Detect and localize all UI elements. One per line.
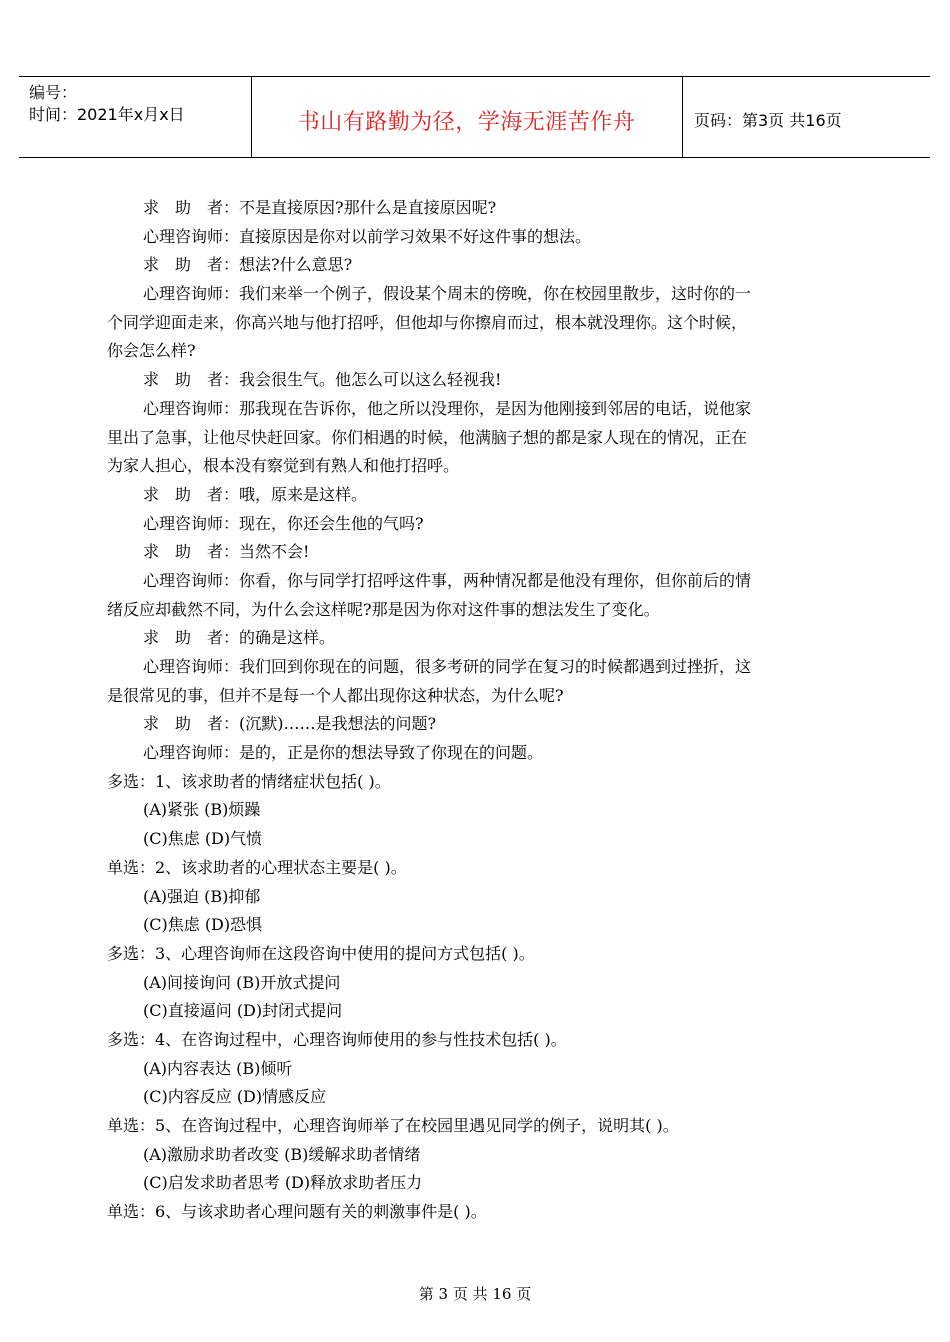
dialogue-line	[107, 251, 845, 280]
speaker-colon: ：	[223, 542, 240, 562]
speaker-colon: ：	[223, 398, 240, 418]
dialogue-line	[107, 366, 845, 395]
utterance-continuation: 绪反应却截然不同，为什么会这样呢?那是因为你对这件事的想法发生了变化。	[107, 599, 660, 619]
speaker-colon: ：	[223, 743, 240, 763]
dialogue-line	[107, 567, 845, 596]
speaker-label: 心理咨询师	[143, 226, 224, 246]
speaker-colon: ：	[223, 284, 240, 304]
utterance-text: 是的，正是你的想法导致了你现在的问题。	[239, 743, 544, 763]
utterance-text: 我们来举一个例子，假设某个周末的傍晚，你在校园里散步，这时你的一	[239, 284, 752, 304]
speaker-label: 心理咨询师	[143, 513, 224, 533]
dialogue-line	[107, 481, 845, 510]
utterance-text: 你看，你与同学打招呼这件事，两种情况都是他没有理你，但你前后的情	[239, 570, 752, 590]
speaker-label: 心理咨询师	[143, 398, 224, 418]
speaker-label: 心理咨询师	[143, 570, 224, 590]
speaker-label: 求 助 者	[143, 714, 224, 734]
speaker-label: 心理咨询师	[143, 284, 224, 304]
speaker-label: 求 助 者	[143, 370, 224, 390]
utterance-text: (沉默)……是我想法的问题?	[239, 714, 437, 734]
speaker-label: 求 助 者	[143, 484, 224, 504]
header-motto-cell	[251, 77, 683, 157]
question-stem: 多选：1、该求助者的情绪症状包括( )。	[107, 771, 391, 791]
dialogue-line	[107, 223, 845, 252]
dialogue-line	[107, 194, 845, 223]
speaker-label: 求 助 者	[143, 255, 224, 275]
speaker-colon: ：	[223, 714, 240, 734]
document-body	[107, 194, 845, 1227]
utterance-continuation: 你会怎么样?	[107, 341, 196, 361]
dialogue-line	[107, 395, 845, 424]
question-options: (A)激励求助者改变 (B)缓解求助者情绪	[143, 1144, 421, 1164]
question-options: (C)焦虑 (D)气愤	[143, 829, 263, 849]
speaker-colon: ：	[223, 570, 240, 590]
dialogue-line	[107, 510, 845, 539]
utterance-continuation: 个同学迎面走来，你高兴地与他打招呼，但他却与你擦肩而过，根本就没理你。这个时候，	[107, 312, 748, 332]
speaker-label: 求 助 者	[143, 198, 224, 217]
header-meta-cell	[19, 77, 252, 157]
speaker-label: 心理咨询师	[143, 657, 224, 676]
speaker-colon: ：	[223, 198, 240, 217]
utterance-text: 不是直接原因?那什么是直接原因呢?	[239, 198, 497, 217]
speaker-colon: ：	[223, 628, 240, 648]
utterance-text: 的确是这样。	[239, 628, 336, 648]
speaker-colon: ：	[223, 226, 240, 246]
dialogue-line	[107, 538, 845, 567]
question-options: (C)焦虑 (D)恐惧	[143, 915, 263, 935]
speaker-colon: ：	[223, 657, 240, 676]
question-stem: 单选：5、在咨询过程中，心理咨询师举了在校园里遇见同学的例子，说明其( )。	[107, 1116, 679, 1135]
header-motto: 书山有路勤为径，学海无涯苦作舟	[297, 110, 636, 135]
speaker-colon: ：	[223, 484, 240, 504]
question-options: (C)直接逼问 (D)封闭式提问	[143, 1001, 343, 1021]
speaker-colon: ：	[223, 370, 240, 390]
speaker-colon: ：	[223, 255, 240, 275]
question-stem: 单选：6、与该求助者心理问题有关的刺激事件是( )。	[107, 1202, 487, 1222]
utterance-text: 当然不会!	[239, 542, 310, 562]
utterance-continuation: 为家人担心，根本没有察觉到有熟人和他打招呼。	[107, 456, 460, 476]
dialogue-line	[107, 280, 845, 309]
dialogue-line	[107, 710, 845, 739]
utterance-text: 我会很生气。他怎么可以这么轻视我!	[239, 370, 502, 390]
question-stem: 单选：2、该求助者的心理状态主要是( )。	[107, 857, 407, 877]
utterance-text: 哦，原来是这样。	[239, 484, 368, 504]
utterance-text: 想法?什么意思?	[239, 255, 353, 275]
question-options: (A)紧张 (B)烦躁	[143, 800, 261, 820]
document-date-label: 时间：2021年x月x日	[29, 105, 185, 124]
question-stem: 多选：3、心理咨询师在这段咨询中使用的提问方式包括( )。	[107, 943, 535, 963]
utterance-text: 我们回到你现在的问题，很多考研的同学在复习的时候都遇到过挫折，这	[239, 657, 752, 676]
question-options: (C)内容反应 (D)情感反应	[143, 1087, 327, 1107]
question-options: (A)强迫 (B)抑郁	[143, 886, 261, 906]
question-options: (C)启发求助者思考 (D)释放求助者压力	[143, 1173, 423, 1193]
utterance-continuation: 里出了急事，让他尽快赶回家。你们相遇的时候，他满脑子想的都是家人现在的情况，正在	[107, 427, 748, 447]
utterance-text: 现在，你还会生他的气吗?	[239, 513, 424, 533]
dialogue-line	[107, 739, 845, 768]
speaker-colon: ：	[223, 513, 240, 533]
utterance-text: 直接原因是你对以前学习效果不好这件事的想法。	[239, 226, 592, 246]
utterance-continuation: 是很常见的事，但并不是每一个人都出现你这种状态，为什么呢?	[107, 685, 564, 705]
header-page-code: 页码：第3页 共16页	[694, 111, 842, 130]
question-options: (A)间接询问 (B)开放式提问	[143, 972, 341, 992]
dialogue-line	[107, 653, 845, 682]
speaker-label: 求 助 者	[143, 542, 224, 562]
speaker-label: 心理咨询师	[143, 743, 224, 763]
page-footer: 第 3 页 共 16 页	[418, 1285, 532, 1303]
document-number-label: 编号：	[29, 83, 78, 102]
question-options: (A)内容表达 (B)倾听	[143, 1058, 293, 1078]
question-stem: 多选：4、在咨询过程中，心理咨询师使用的参与性技术包括( )。	[107, 1029, 567, 1049]
header-page-cell	[682, 77, 930, 157]
dialogue-line	[107, 624, 845, 653]
utterance-text: 那我现在告诉你，他之所以没理你，是因为他刚接到邻居的电话，说他家	[239, 398, 752, 418]
speaker-label: 求 助 者	[143, 628, 224, 648]
page-header	[19, 76, 930, 158]
